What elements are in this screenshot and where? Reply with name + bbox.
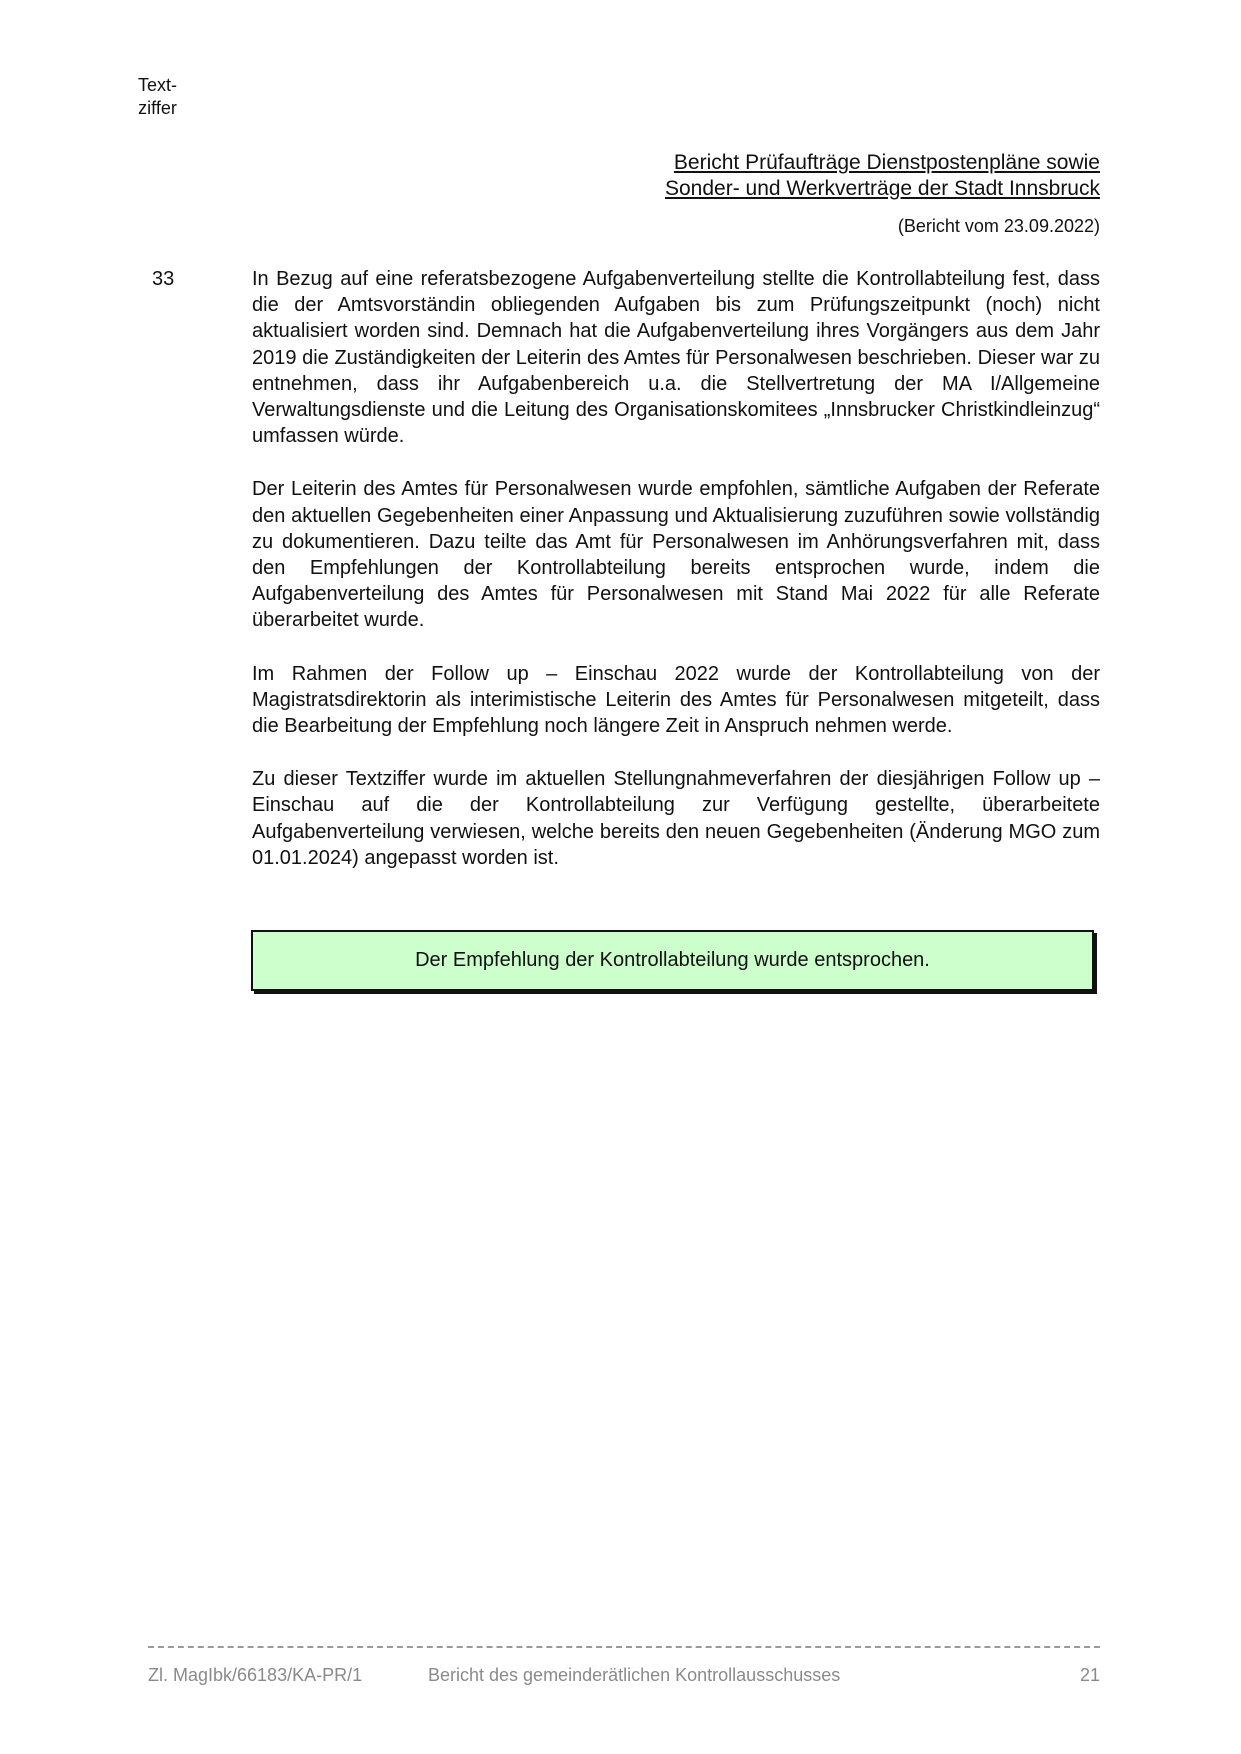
report-date: (Bericht vom 23.09.2022) [897,216,1100,236]
footer-reference: Zl. MagIbk/66183/KA-PR/1 [148,1665,363,1685]
result-text: Der Empfehlung der Kontrollabteilung wurde entsprochen. [415,949,930,971]
report-title-line1: Bericht Prüfaufträge Dienstpostenpläne sowie [673,151,1100,174]
margin-label-line1: Text- [138,75,178,95]
margin-label-line2: ziffer [138,98,177,118]
paragraph: Der Leiterin des Amtes für Personalwesen wurde empfohlen, sämtliche Aufgaben der Referate den aktuellen Gegebenheiten einer Anpassung und Aktualisierung zuzuführen sowie vollständig zu dokumentieren. Dazu teilte das Amt für Personalwesen im Anhörungsverfahren mit, dass den Empfehlungen der Kontrollabteilung bereits entsprochen wurde, indem die Aufgabenverteilung des Amtes für Personalwesen mit Stand Mai 2022 für alle Referate überarbeitet wurde. [252,478,1100,632]
result-box [251,930,1094,991]
section-body [252,266,1100,898]
page-number: 21 [1079,1665,1100,1685]
report-title-line2: Sonder- und Werkverträge der Stadt Innsbruck [664,177,1100,200]
report-title [665,150,1100,202]
section-number: 33 [152,268,175,290]
margin-label-textziffer [138,74,177,120]
paragraph: In Bezug auf eine referatsbezogene Aufgabenverteilung stellte die Kontrollabteilung fest, dass die der Amtsvorständin obliegenden Aufgaben bis zum Prüfungszeitpunkt (noch) nicht aktualisiert worden sind. Demnach hat die Aufgabenverteilung ihres Vorgängers aus dem Jahr 2019 die Zuständigkeiten der Leiterin des Amtes für Personalwesen beschrieben. Dieser war zu entnehmen, dass ihr Aufgabenbereich u.a. die Stellvertretung der MA I/Allgemeine Verwaltungsdienste und die Leitung des Organisationskomitees „Innsbrucker Christkindleinzug“ umfassen würde. [252,268,1100,448]
paragraph: Zu dieser Textziffer wurde im aktuellen Stellungnahmeverfahren der diesjährigen Follow up – Einschau auf die der Kontrollabteilung zur Verfügung gestellte, überarbeitete Aufgabenverteilung verwiesen, welche bereits den neuen Gegebenheiten (Änderung MGO zum 01.01.2024) angepasst worden ist. [252,768,1100,869]
paragraph: Im Rahmen der Follow up – Einschau 2022 wurde der Kontrollabteilung von der Magistratsdirektorin als interimistische Leiterin des Amtes für Personalwesen mitgeteilt, dass die Bearbeitung der Empfehlung noch längere Zeit in Anspruch nehmen werde. [252,662,1100,738]
footer-publication: Bericht des gemeinderätlichen Kontrollausschusses [428,1665,841,1685]
footer-divider [148,1646,1100,1648]
